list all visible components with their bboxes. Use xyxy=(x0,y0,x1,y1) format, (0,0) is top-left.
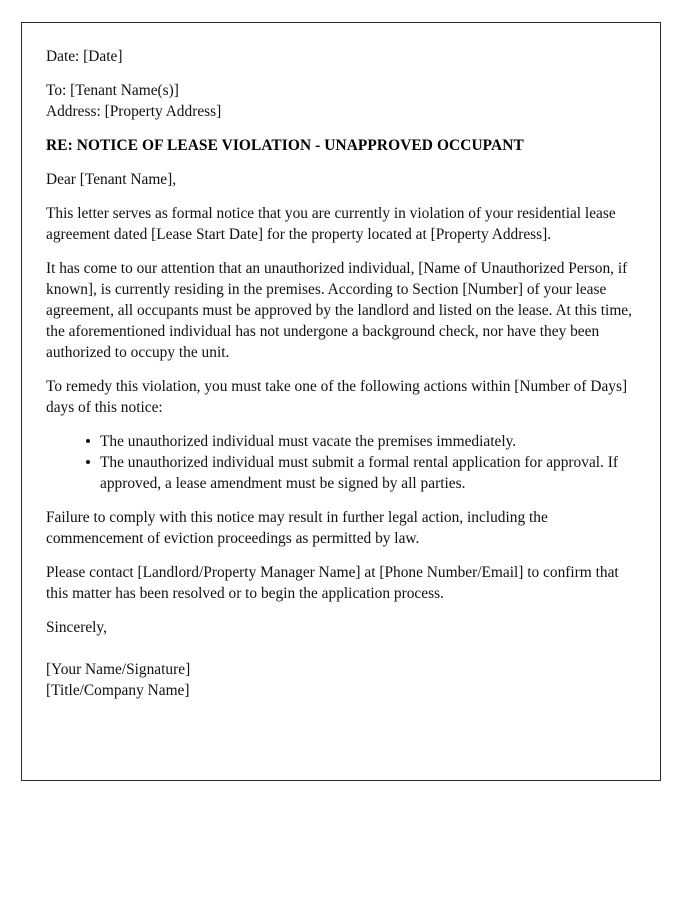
recipient-address-line: Address: [Property Address] xyxy=(46,103,222,120)
re-subject-heading: RE: NOTICE OF LEASE VIOLATION - UNAPPROVED OCCUPANT xyxy=(46,137,524,154)
list-item xyxy=(86,452,636,494)
signature-title-line: [Title/Company Name] xyxy=(46,682,190,699)
recipient-to-line: To: [Tenant Name(s)] xyxy=(46,82,179,99)
body-paragraph-3: To remedy this violation, you must take one of the following actions within [Number of Days] days of this notice: xyxy=(46,378,628,416)
body-paragraph-1: This letter serves as formal notice that you are currently in violation of your residential lease agreement dated [Lease Start Date] for the property located at [Property Address]. xyxy=(46,205,616,243)
document-page-frame xyxy=(21,22,661,781)
bullet-icon xyxy=(86,439,90,443)
body-paragraph-2: It has come to our attention that an unauthorized individual, [Name of Unauthorized Person, if known], is currently residing in the premises. According to Section [Number] of your lease agreement, all occupants must be approved by the landlord and listed on the lease. At this time, the aforementioned individual has not undergone a background check, nor have they been authorized to occupy the unit. xyxy=(46,260,632,361)
signature-block xyxy=(46,659,636,701)
recipient-address-block xyxy=(46,80,636,122)
letter-body xyxy=(22,23,660,701)
list-item-text: The unauthorized individual must submit a formal rental application for approval. If approved, a lease amendment must be signed by all parties. xyxy=(100,454,618,492)
signature-name-line: [Your Name/Signature] xyxy=(46,661,191,678)
salutation-line: Dear [Tenant Name], xyxy=(46,171,177,188)
list-item xyxy=(86,431,636,452)
closing-line: Sincerely, xyxy=(46,619,107,636)
remedy-action-list xyxy=(46,431,636,494)
body-paragraph-4: Failure to comply with this notice may result in further legal action, including the commencement of eviction proceedings as permitted by law. xyxy=(46,509,548,547)
body-paragraph-5: Please contact [Landlord/Property Manager Name] at [Phone Number/Email] to confirm that this matter has been resolved or to begin the application process. xyxy=(46,564,619,602)
date-line: Date: [Date] xyxy=(46,48,123,65)
signature-spacer xyxy=(46,651,636,659)
list-item-text: The unauthorized individual must vacate the premises immediately. xyxy=(100,433,517,450)
bullet-icon xyxy=(86,460,90,464)
